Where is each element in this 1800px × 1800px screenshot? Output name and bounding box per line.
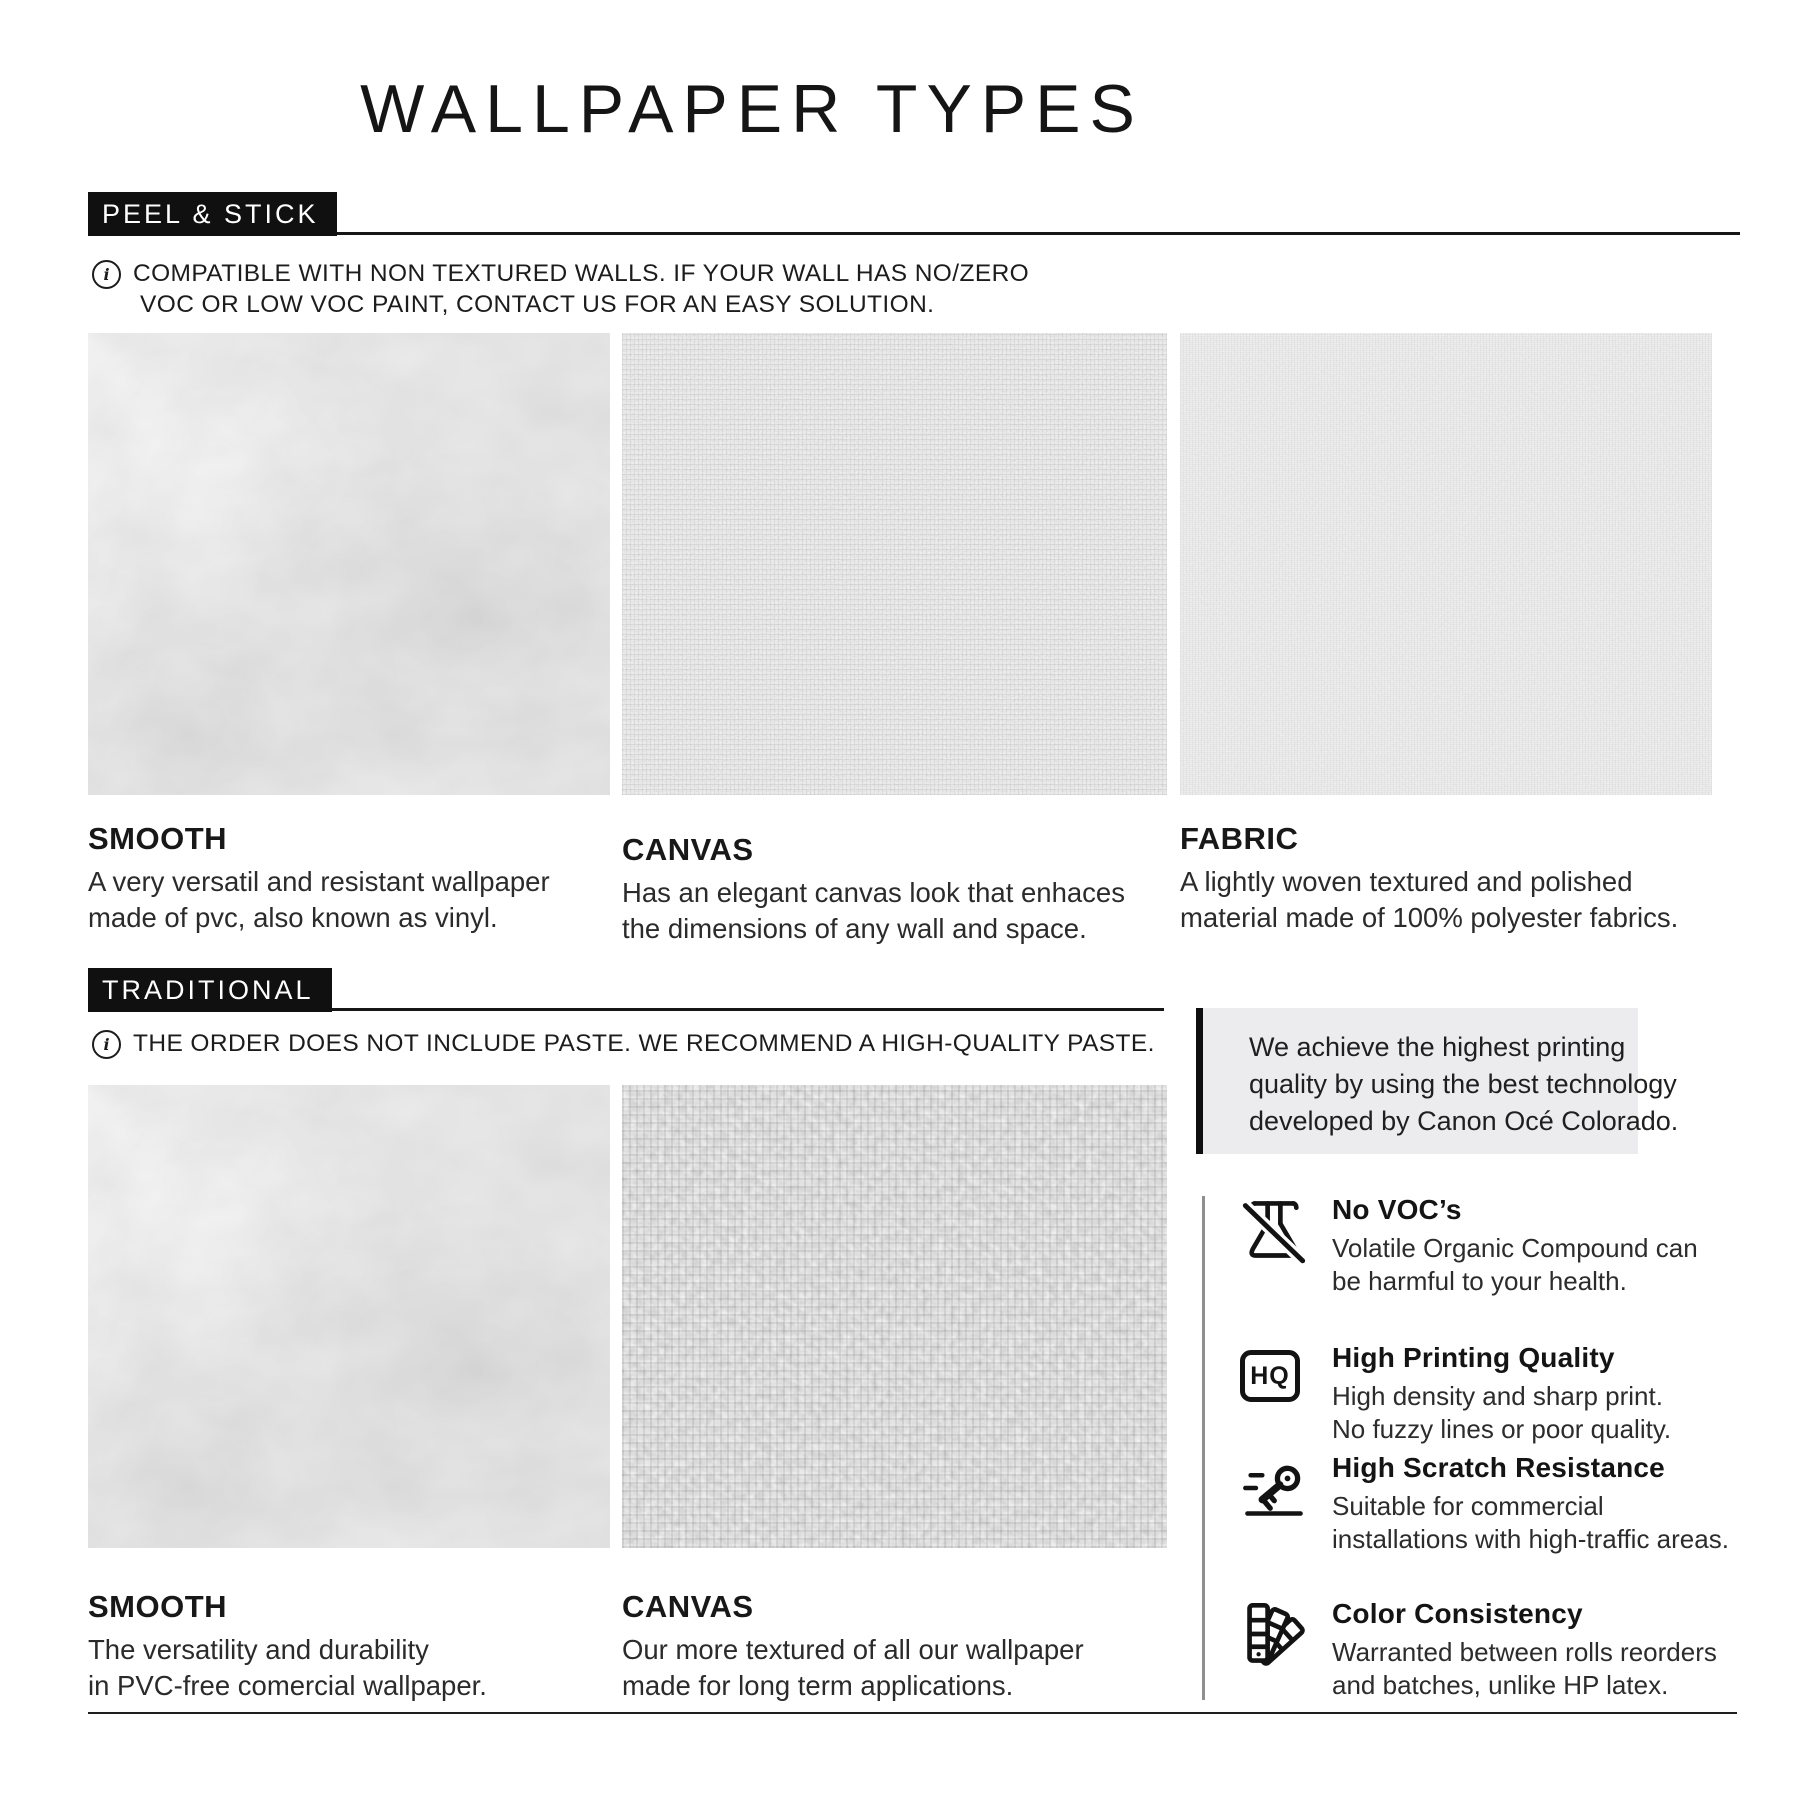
desc-line: be harmful to your health. — [1332, 1266, 1627, 1296]
texture-noise-overlay — [1180, 333, 1712, 795]
texture-noise-overlay — [88, 1085, 610, 1548]
swatch-description — [622, 875, 1167, 947]
traditional-note-text — [133, 1028, 1155, 1059]
feature-title: No VOC’s — [1332, 1194, 1462, 1225]
texture-noise-overlay — [622, 1085, 1167, 1548]
swatch-description — [88, 1632, 610, 1704]
feature-description — [1332, 1490, 1729, 1556]
fabric-texture-sample — [1180, 333, 1712, 795]
coarse-canvas-texture-sample — [622, 1085, 1167, 1548]
feature-description — [1332, 1636, 1720, 1702]
desc-line: A lightly woven textured and polished — [1180, 866, 1633, 897]
feature-body — [1332, 1598, 1720, 1702]
feature-title: High Printing Quality — [1332, 1342, 1615, 1373]
desc-line: Volatile Organic Compound can — [1332, 1233, 1698, 1263]
texture-noise-overlay — [88, 333, 610, 795]
desc-line: No fuzzy lines or poor quality. — [1332, 1414, 1672, 1444]
desc-line: Our more textured of all our wallpaper — [622, 1634, 1084, 1665]
desc-line: installations with high-traffic areas. — [1332, 1524, 1729, 1554]
traditional-smooth-column — [88, 1085, 610, 1704]
desc-line: High density and sharp print. — [1332, 1381, 1663, 1411]
feature-body — [1332, 1452, 1729, 1556]
swatch-name: SMOOTH — [88, 1589, 228, 1624]
feature-color-consistency — [1240, 1598, 1720, 1702]
peel-stick-smooth-column — [88, 333, 610, 936]
traditional-section-rule — [88, 968, 1164, 1011]
desc-line: Has an elegant canvas look that enhaces — [622, 877, 1125, 908]
desc-line: made of pvc, also known as vinyl. — [88, 902, 498, 933]
feature-title: Color Consistency — [1332, 1598, 1583, 1629]
quote-line: quality by using the best technology — [1249, 1069, 1677, 1099]
desc-line: The versatility and durability — [88, 1634, 429, 1665]
feature-scratch-resistance — [1240, 1452, 1729, 1556]
smooth-texture-sample — [88, 333, 610, 795]
note-line: COMPATIBLE WITH NON TEXTURED WALLS. IF YOUR WALL HAS NO/ZERO — [133, 260, 1030, 287]
texture-noise-overlay — [622, 333, 1167, 795]
bottom-divider-line — [88, 1712, 1737, 1714]
info-icon: i — [92, 1030, 121, 1059]
feature-body — [1332, 1194, 1720, 1298]
feature-no-voc — [1240, 1194, 1720, 1298]
smooth-texture-sample — [88, 1085, 610, 1548]
swatch-description — [88, 864, 610, 936]
feature-body — [1332, 1342, 1720, 1446]
swatch-name: SMOOTH — [88, 821, 228, 856]
feature-high-printing-quality — [1240, 1342, 1720, 1446]
hq-badge-text: HQ — [1250, 1361, 1290, 1390]
canvas-texture-sample — [622, 333, 1167, 795]
traditional-section-label: TRADITIONAL — [88, 968, 332, 1012]
info-icon: i — [92, 260, 121, 289]
desc-line: the dimensions of any wall and space. — [622, 913, 1087, 944]
page-title: WALLPAPER TYPES — [360, 71, 1144, 147]
swatch-name: CANVAS — [622, 832, 754, 867]
scratch-key-icon — [1240, 1454, 1312, 1534]
quote-line: We achieve the highest printing — [1249, 1032, 1626, 1062]
color-swatches-icon — [1240, 1600, 1312, 1680]
feature-title: High Scratch Resistance — [1332, 1452, 1665, 1483]
swatch-description — [1180, 864, 1712, 936]
printing-quality-quote-box — [1196, 1008, 1679, 1154]
desc-line: and batches, unlike HP latex. — [1332, 1670, 1669, 1700]
desc-line: A very versatil and resistant wallpaper — [88, 866, 550, 897]
peel-stick-canvas-column — [622, 333, 1167, 947]
desc-line: in PVC-free comercial wallpaper. — [88, 1670, 487, 1701]
hq-badge-icon — [1240, 1344, 1312, 1424]
desc-line: material made of 100% polyester fabrics. — [1180, 902, 1679, 933]
features-divider-line — [1202, 1196, 1205, 1700]
peel-stick-section-label: PEEL & STICK — [88, 192, 337, 236]
desc-line: Warranted between rolls reorders — [1332, 1637, 1717, 1667]
desc-line: Suitable for commercial — [1332, 1491, 1604, 1521]
swatch-description — [622, 1632, 1167, 1704]
peel-stick-note-text — [133, 258, 1029, 320]
feature-description — [1332, 1232, 1720, 1298]
swatch-name: CANVAS — [622, 1589, 754, 1624]
feature-description — [1332, 1380, 1720, 1446]
traditional-note — [92, 1028, 1155, 1059]
peel-stick-fabric-column — [1180, 333, 1712, 936]
quote-line: developed by Canon Océ Colorado. — [1249, 1106, 1679, 1136]
peel-stick-section-rule — [88, 192, 1740, 235]
peel-stick-note — [92, 258, 1029, 320]
note-line: VOC OR LOW VOC PAINT, CONTACT US FOR AN EASY SOLUTION. — [140, 291, 935, 318]
note-line: THE ORDER DOES NOT INCLUDE PASTE. WE RECOMMEND A HIGH-QUALITY PASTE. — [133, 1030, 1155, 1057]
quote-text — [1249, 1029, 1679, 1140]
no-voc-flask-icon — [1240, 1196, 1312, 1276]
traditional-canvas-column — [622, 1085, 1167, 1704]
desc-line: made for long term applications. — [622, 1670, 1014, 1701]
swatch-name: FABRIC — [1180, 821, 1299, 856]
